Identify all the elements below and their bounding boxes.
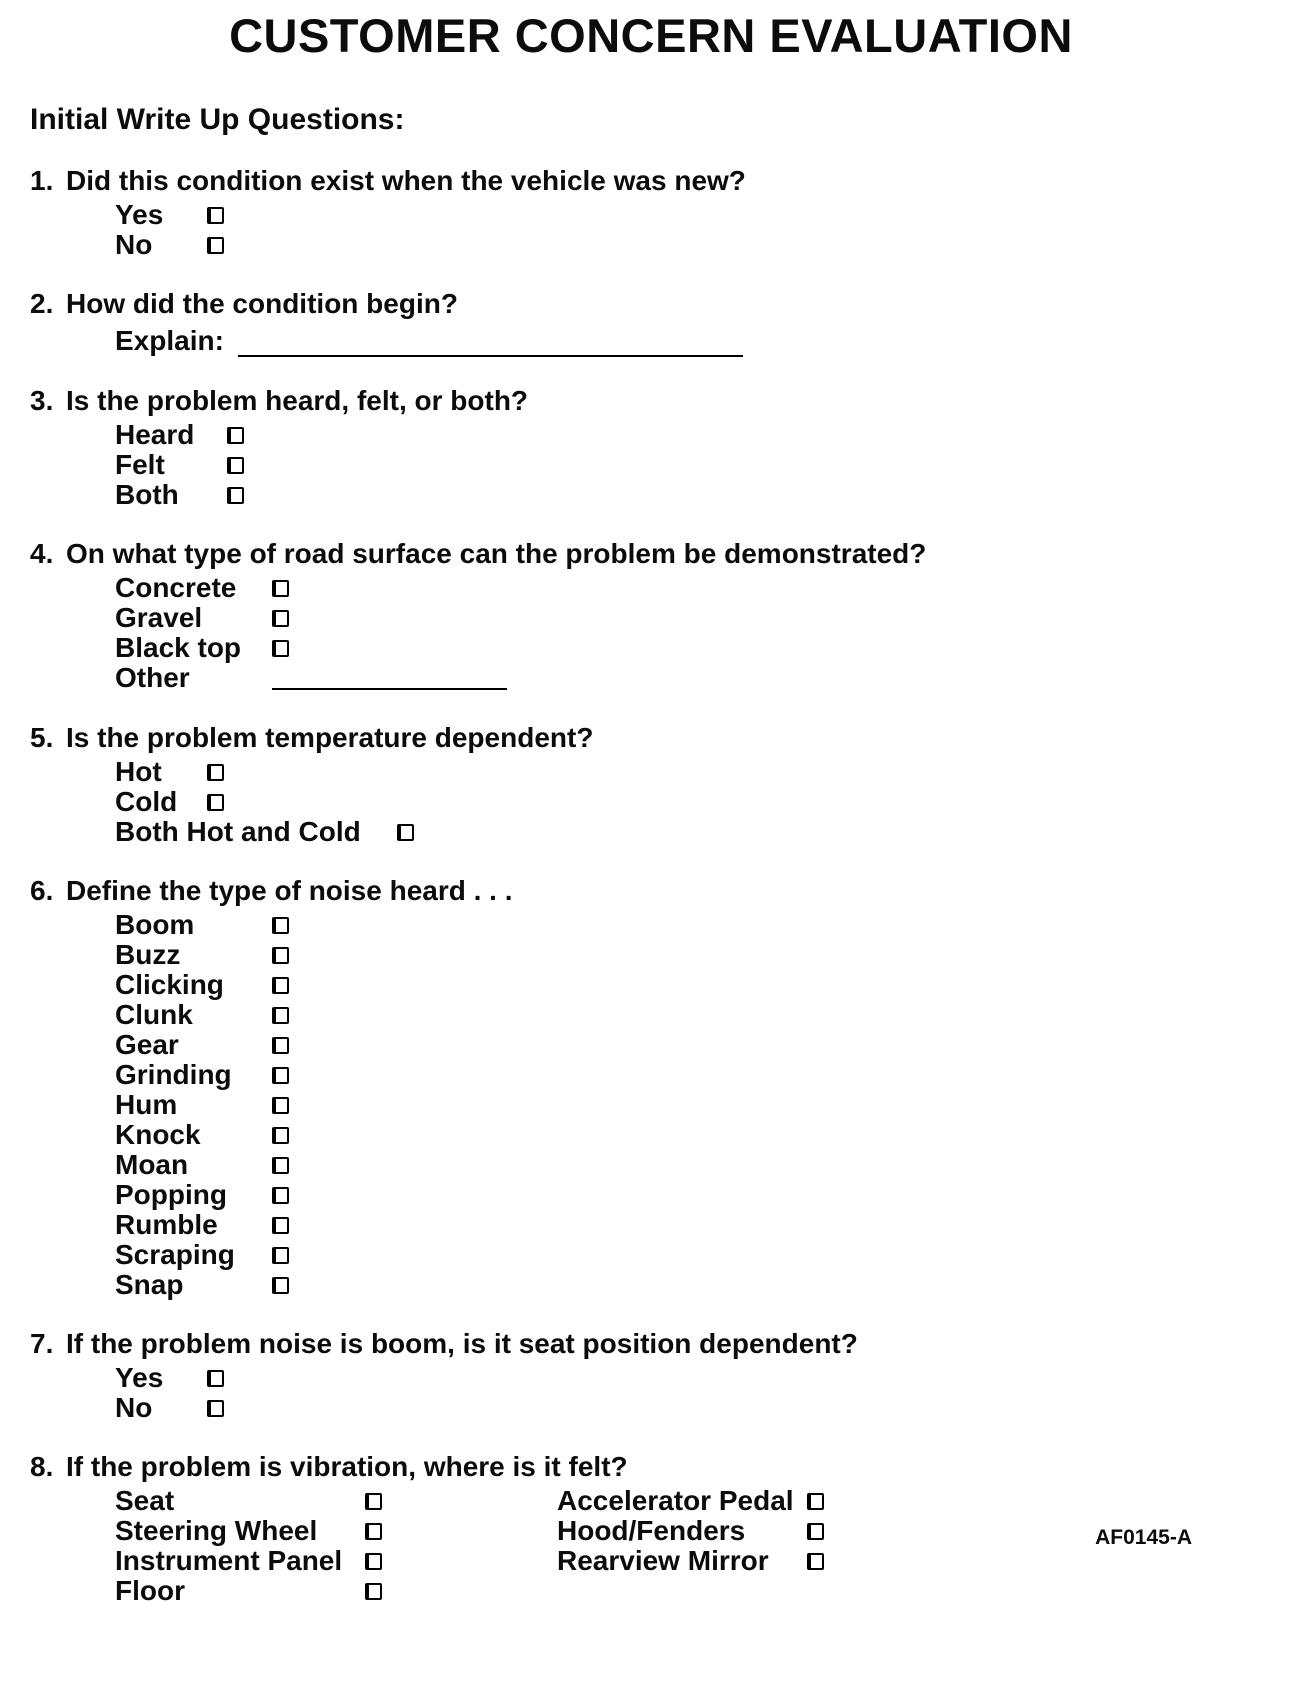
question-text: If the problem is vibration, where is it felt? xyxy=(66,1451,628,1482)
option-label: Both Hot and Cold xyxy=(115,816,361,847)
options-list xyxy=(115,573,1272,694)
option-label: Accelerator Pedal xyxy=(557,1485,794,1516)
checkbox[interactable] xyxy=(207,1400,224,1417)
option-label: Yes xyxy=(115,1362,164,1393)
option-label: Clunk xyxy=(115,999,193,1030)
question-number: 2. xyxy=(30,288,54,319)
options-column-right xyxy=(557,1486,824,1606)
checkbox[interactable] xyxy=(272,947,289,964)
option-label: Hum xyxy=(115,1089,178,1120)
checkbox[interactable] xyxy=(207,1370,224,1387)
checkbox[interactable] xyxy=(207,794,224,811)
option-row xyxy=(115,1210,1272,1240)
checkbox[interactable] xyxy=(272,1277,289,1294)
option-label: Buzz xyxy=(115,939,181,970)
question-head xyxy=(30,1450,1272,1483)
option-row xyxy=(115,200,1272,230)
options-column-left xyxy=(115,1486,382,1606)
checkbox[interactable] xyxy=(365,1493,382,1510)
option-label: Scraping xyxy=(115,1239,235,1270)
option-row xyxy=(115,787,1272,817)
option-label: Yes xyxy=(115,199,164,230)
option-row xyxy=(115,970,1272,1000)
options-list xyxy=(115,420,1272,510)
question-head xyxy=(30,721,1272,754)
question-4 xyxy=(30,537,1272,694)
question-text: If the problem noise is boom, is it seat position dependent? xyxy=(66,1328,858,1359)
option-label: Hot xyxy=(115,756,162,787)
option-row xyxy=(115,1546,382,1576)
option-label: Instrument Panel xyxy=(115,1545,343,1576)
explain-label: Explain: xyxy=(115,325,224,356)
checkbox[interactable] xyxy=(272,1067,289,1084)
other-write-in-line[interactable] xyxy=(272,664,507,690)
option-label: Seat xyxy=(115,1485,175,1516)
option-label: Popping xyxy=(115,1179,227,1210)
question-8 xyxy=(30,1450,1272,1606)
checkbox[interactable] xyxy=(272,1217,289,1234)
question-1 xyxy=(30,164,1272,260)
form-code: AF0145-A xyxy=(1095,1526,1192,1549)
option-label: Gear xyxy=(115,1029,179,1060)
question-number: 4. xyxy=(30,538,54,569)
question-head xyxy=(30,287,1272,320)
checkbox[interactable] xyxy=(207,237,224,254)
option-label: Heard xyxy=(115,419,195,450)
other-label: Other xyxy=(115,662,190,693)
option-label: Snap xyxy=(115,1269,184,1300)
option-label: Clicking xyxy=(115,969,224,1000)
option-row xyxy=(115,1240,1272,1270)
option-row xyxy=(115,1150,1272,1180)
option-row xyxy=(115,603,1272,633)
question-number: 6. xyxy=(30,875,54,906)
checkbox[interactable] xyxy=(807,1493,824,1510)
question-5 xyxy=(30,721,1272,847)
option-label: Rumble xyxy=(115,1209,218,1240)
other-row xyxy=(115,663,1272,694)
option-label: Gravel xyxy=(115,602,203,633)
option-row xyxy=(557,1516,824,1546)
option-row xyxy=(115,633,1272,663)
explain-write-in-line[interactable] xyxy=(238,331,743,357)
checkbox[interactable] xyxy=(397,824,414,841)
options-list xyxy=(115,200,1272,260)
option-label: Rearview Mirror xyxy=(557,1545,769,1576)
option-label: Grinding xyxy=(115,1059,232,1090)
option-row xyxy=(115,480,1272,510)
options-list xyxy=(115,757,1272,847)
option-label: Black top xyxy=(115,632,242,663)
explain-row xyxy=(115,323,1272,357)
option-row xyxy=(557,1486,824,1516)
question-number: 3. xyxy=(30,385,54,416)
checkbox[interactable] xyxy=(272,580,289,597)
checkbox[interactable] xyxy=(207,764,224,781)
option-row xyxy=(115,757,1272,787)
option-row xyxy=(115,1000,1272,1030)
checkbox[interactable] xyxy=(365,1583,382,1600)
checkbox[interactable] xyxy=(272,1097,289,1114)
option-label: Boom xyxy=(115,909,195,940)
option-label: Floor xyxy=(115,1575,185,1606)
option-row xyxy=(115,1486,382,1516)
question-number: 5. xyxy=(30,722,54,753)
checkbox[interactable] xyxy=(365,1553,382,1570)
checkbox[interactable] xyxy=(207,207,224,224)
option-row xyxy=(115,1270,1272,1300)
question-6 xyxy=(30,874,1272,1300)
option-row xyxy=(115,1030,1272,1060)
checkbox[interactable] xyxy=(272,640,289,657)
options-list xyxy=(115,910,1272,1300)
page-title: CUSTOMER CONCERN EVALUATION xyxy=(229,9,1073,62)
options-list xyxy=(115,1363,1272,1423)
option-row xyxy=(115,1180,1272,1210)
question-2 xyxy=(30,287,1272,357)
option-label: Cold xyxy=(115,786,178,817)
option-row xyxy=(115,940,1272,970)
option-label: Both xyxy=(115,479,179,510)
option-row xyxy=(115,450,1272,480)
options-list xyxy=(115,323,1272,357)
question-head xyxy=(30,537,1272,570)
option-label: No xyxy=(115,1392,153,1423)
option-row xyxy=(115,1516,382,1546)
question-number: 1. xyxy=(30,165,54,196)
question-head xyxy=(30,164,1272,197)
option-label: Moan xyxy=(115,1149,189,1180)
question-3 xyxy=(30,384,1272,510)
checkbox[interactable] xyxy=(227,487,244,504)
option-row xyxy=(115,910,1272,940)
option-row xyxy=(115,1090,1272,1120)
question-7 xyxy=(30,1327,1272,1423)
option-label: Steering Wheel xyxy=(115,1515,318,1546)
option-label: Hood/Fenders xyxy=(557,1515,746,1546)
option-row xyxy=(557,1546,824,1576)
question-text: On what type of road surface can the problem be demonstrated? xyxy=(66,538,927,569)
option-row xyxy=(115,1120,1272,1150)
option-label: Concrete xyxy=(115,572,237,603)
section-heading: Initial Write Up Questions: xyxy=(30,103,405,136)
option-row xyxy=(115,420,1272,450)
question-text: Is the problem heard, felt, or both? xyxy=(66,385,529,416)
checkbox[interactable] xyxy=(807,1553,824,1570)
question-text: Did this condition exist when the vehicle was new? xyxy=(66,165,746,196)
option-row xyxy=(115,1576,382,1606)
option-row xyxy=(115,230,1272,260)
checkbox[interactable] xyxy=(227,427,244,444)
question-text: How did the condition begin? xyxy=(66,288,458,319)
checkbox[interactable] xyxy=(365,1523,382,1540)
checkbox[interactable] xyxy=(272,610,289,627)
question-head xyxy=(30,874,1272,907)
option-row xyxy=(115,817,1272,847)
option-label: No xyxy=(115,229,153,260)
checkbox[interactable] xyxy=(272,1187,289,1204)
question-number: 7. xyxy=(30,1328,54,1359)
checkbox[interactable] xyxy=(272,1037,289,1054)
question-number: 8. xyxy=(30,1451,54,1482)
option-label: Felt xyxy=(115,449,165,480)
checkbox[interactable] xyxy=(807,1523,824,1540)
question-text: Is the problem temperature dependent? xyxy=(66,722,594,753)
question-head xyxy=(30,1327,1272,1360)
checkbox[interactable] xyxy=(272,1127,289,1144)
option-row xyxy=(115,1363,1272,1393)
checkbox[interactable] xyxy=(272,1247,289,1264)
option-label: Knock xyxy=(115,1119,201,1150)
checkbox[interactable] xyxy=(272,1157,289,1174)
question-text: Define the type of noise heard . . . xyxy=(66,875,513,906)
checkbox[interactable] xyxy=(272,977,289,994)
option-row xyxy=(115,1060,1272,1090)
checkbox[interactable] xyxy=(272,1007,289,1024)
checkbox[interactable] xyxy=(272,917,289,934)
question-head xyxy=(30,384,1272,417)
option-row xyxy=(115,573,1272,603)
checkbox[interactable] xyxy=(227,457,244,474)
option-row xyxy=(115,1393,1272,1423)
